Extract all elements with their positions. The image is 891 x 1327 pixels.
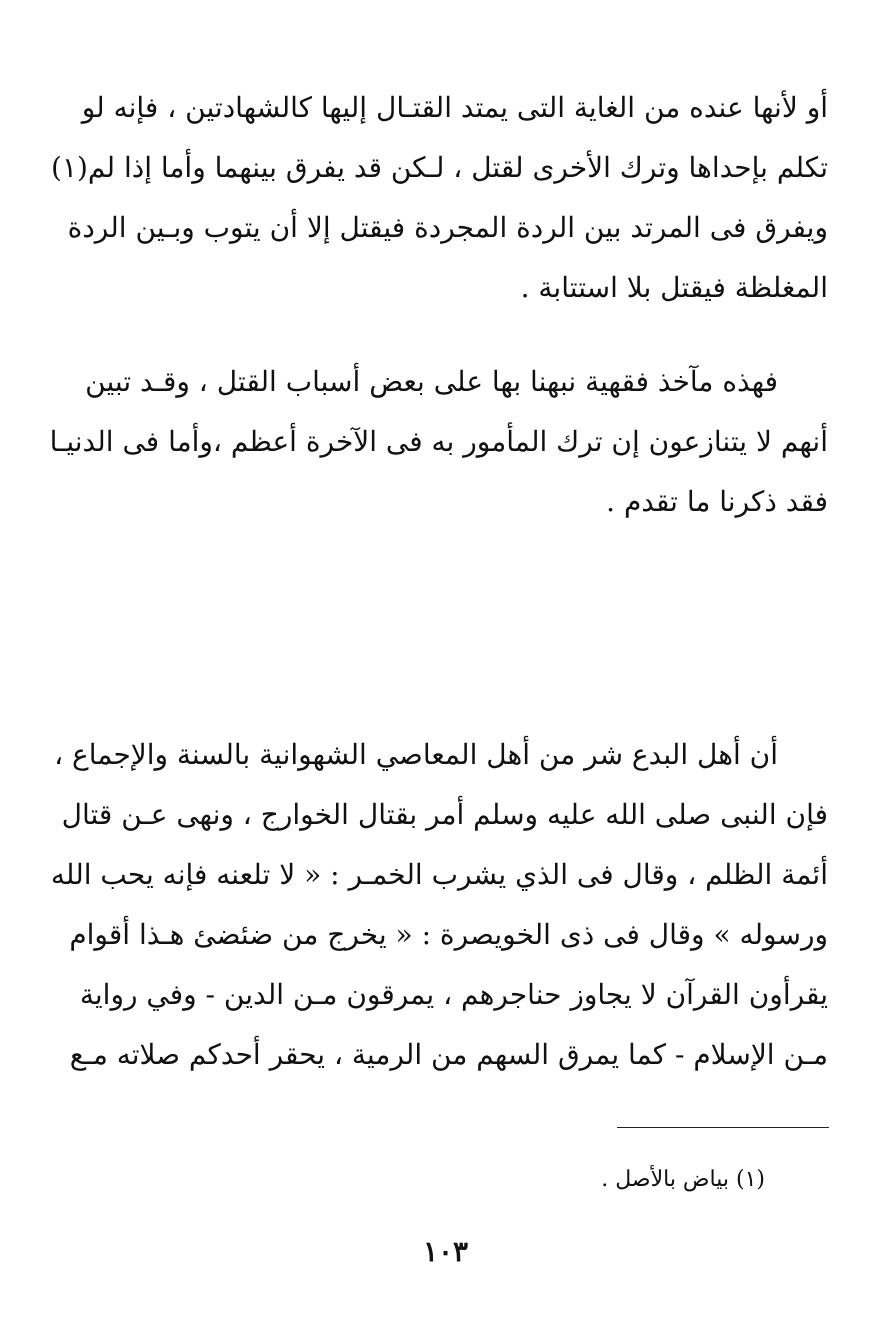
footnote: (١) بياض بالأصل . [601, 1167, 765, 1192]
paragraph-3 [50, 725, 828, 1085]
text-line: فقد ذكرنا ما تقدم . [606, 485, 828, 518]
text-line: ورسوله » وقال فى ذى الخويصرة : « يخرج من ضئضئ هـذا أقوام [69, 918, 828, 951]
paragraph-2 [49, 352, 828, 532]
text-line: مـن الإسلام - كما يمرق السهم من الرمية ، يحقر أحدكم صلاته مـع [69, 1038, 828, 1071]
text-line: تكلم بإحداها وترك الأخرى لقتل ، لـكن قد يفرق بينهما وأما إذا لم(١) [51, 151, 828, 184]
text-line: فإن النبى صلى الله عليه وسلم أمر بقتال الخوارج ، ونهى عـن قتال [61, 798, 828, 831]
text-line: أئمة الظلم ، وقال فى الذي يشرب الخمـر : « لا تلعنه فإنه يحب الله [50, 858, 828, 891]
text-line: أنهم لا يتنازعون إن ترك المأمور به فى الآخرة أعظم ،وأما فى الدنيـا [49, 425, 828, 458]
text-line: أو لأنها عنده من الغاية التى يمتد القتـال إليها كالشهادتين ، فإنه لو [81, 91, 828, 124]
paragraph-1 [51, 78, 828, 318]
footnote-divider [617, 1127, 829, 1128]
text-line: ويفرق فى المرتد بين الردة المجردة فيقتل إلا أن يتوب وبـين الردة [67, 211, 828, 244]
text-line: فهذه مآخذ فقهية نبهنا بها على بعض أسباب القتل ، وقـد تبين [85, 365, 778, 398]
page-number: ١٠٣ [422, 1235, 469, 1268]
text-line: أن أهل البدع شر من أهل المعاصي الشهوانية بالسنة والإجماع ، [54, 738, 778, 771]
text-line: المغلظة فيقتل بلا استتابة . [520, 271, 828, 304]
text-line: يقرأون القرآن لا يجاوز حناجرهم ، يمرقون مـن الدين - وفي رواية [79, 978, 828, 1011]
